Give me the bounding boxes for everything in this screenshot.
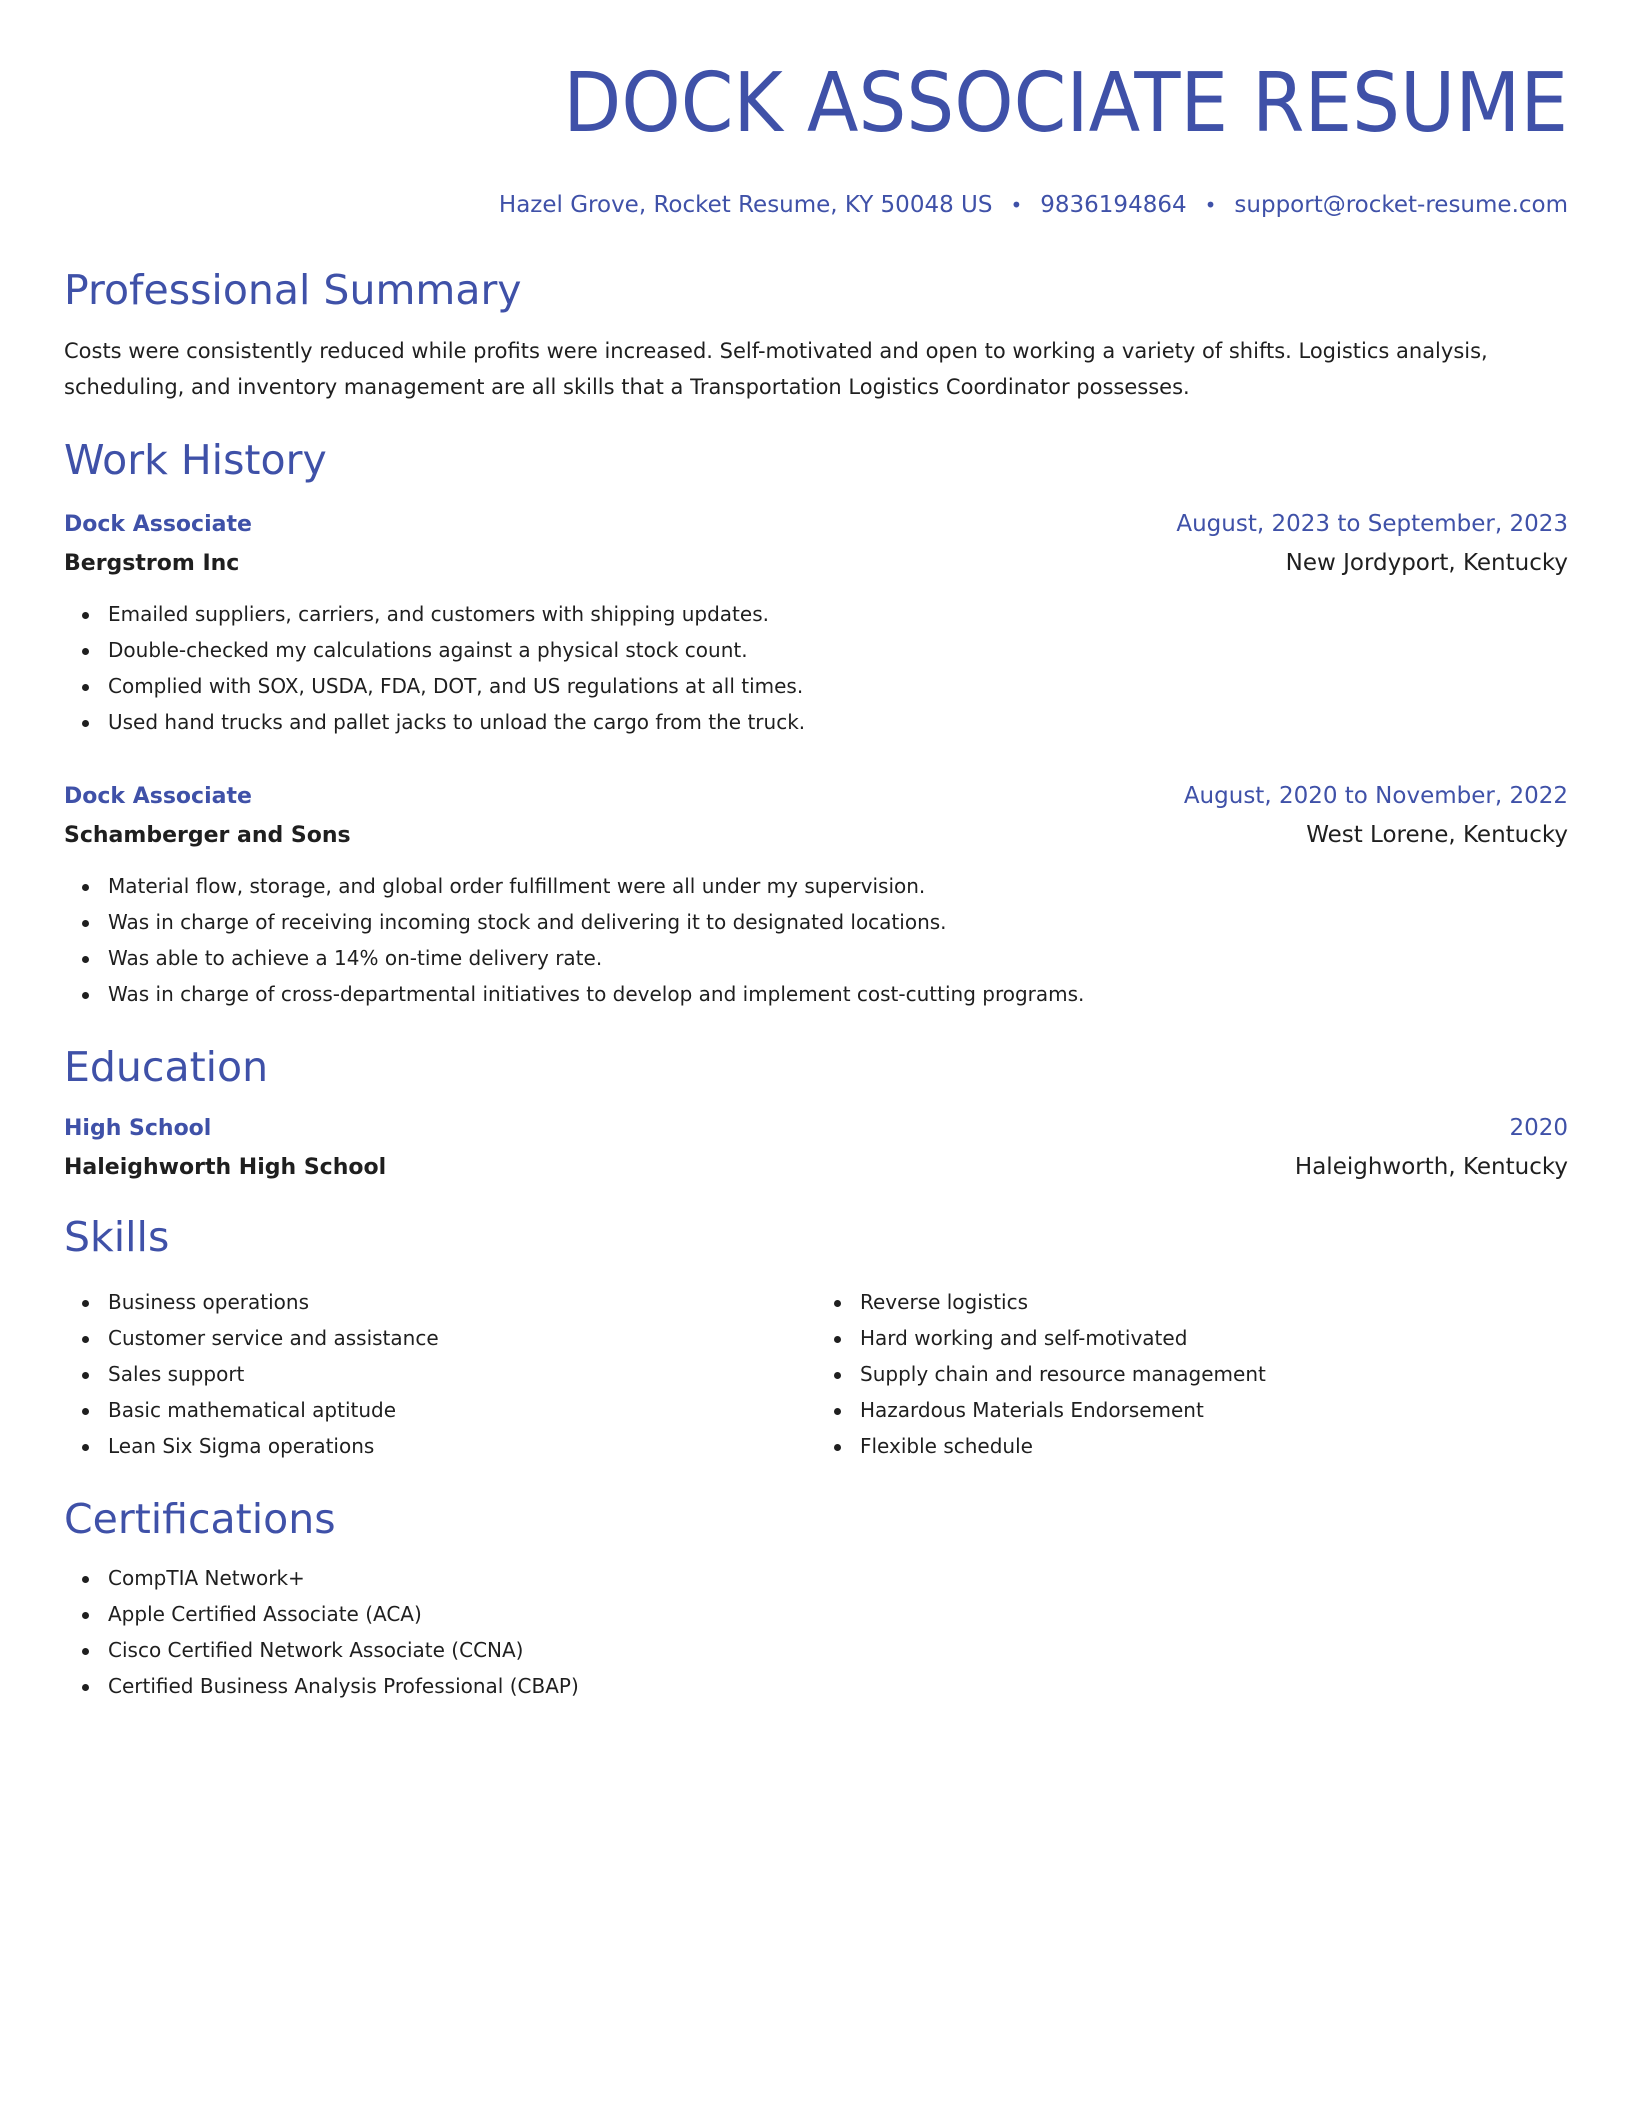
job-company: Schamberger and Sons [64, 823, 351, 848]
contact-phone: 9836194864 [1040, 192, 1187, 218]
list-item: Double-checked my calculations against a physical stock count. [108, 632, 1568, 668]
list-item: Flexible schedule [860, 1428, 1568, 1464]
list-item: Material flow, storage, and global order fulfillment were all under my supervision. [108, 868, 1568, 904]
skills-list-right [816, 1284, 1568, 1464]
job-dates: August, 2020 to November, 2022 [1183, 783, 1568, 809]
education-header-row [64, 1112, 1568, 1145]
job-title: Dock Associate [64, 512, 252, 537]
job-dates: August, 2023 to September, 2023 [1176, 511, 1568, 537]
education-year: 2020 [1509, 1115, 1568, 1141]
section-title-work-history: Work History [64, 436, 327, 484]
skills-list-left [64, 1284, 816, 1464]
education-school: Haleighworth High School [64, 1155, 387, 1180]
list-item: Hazardous Materials Endorsement [860, 1392, 1568, 1428]
section-title-education: Education [64, 1043, 269, 1091]
summary-text: Costs were consistently reduced while profits were increased. Self-motivated and open to working a variety of shifts. Logistics analysis, scheduling, and inventory management are all skills that a Transportation Logistics Coordinator possesses. [64, 339, 1488, 399]
resume-header [64, 56, 1568, 220]
contact-email: support@rocket-resume.com [1234, 192, 1568, 218]
job-entry [64, 508, 1568, 740]
contact-separator: • [1010, 193, 1023, 217]
list-item: Apple Certified Associate (ACA) [108, 1596, 1568, 1632]
list-item: Business operations [108, 1284, 816, 1320]
list-item: Reverse logistics [860, 1284, 1568, 1320]
resume-title: DOCK ASSOCIATE RESUME [563, 56, 1568, 151]
job-company-row [64, 541, 1568, 580]
job-company-row [64, 813, 1568, 852]
job-location: New Jordyport, Kentucky [1285, 550, 1568, 576]
job-company: Bergstrom Inc [64, 551, 240, 576]
job-entry [64, 780, 1568, 1012]
education-school-row [64, 1145, 1568, 1184]
skills-grid [64, 1268, 1568, 1464]
contact-line [64, 190, 1568, 220]
education-degree: High School [64, 1116, 212, 1141]
education-entry [64, 1112, 1568, 1184]
list-item: Used hand trucks and pallet jacks to unload the cargo from the truck. [108, 704, 1568, 740]
list-item: CompTIA Network+ [108, 1560, 1568, 1596]
section-title-certifications: Certifications [64, 1495, 336, 1543]
list-item: Supply chain and resource management [860, 1356, 1568, 1392]
section-title-skills: Skills [64, 1213, 170, 1261]
job-bullets [64, 868, 1568, 1012]
list-item: Lean Six Sigma operations [108, 1428, 816, 1464]
list-item: Was in charge of receiving incoming stock and delivering it to designated locations. [108, 904, 1568, 940]
job-title: Dock Associate [64, 784, 252, 809]
list-item: Basic mathematical aptitude [108, 1392, 816, 1428]
job-header-row [64, 508, 1568, 541]
job-bullets [64, 596, 1568, 740]
certifications-list [64, 1560, 1568, 1704]
list-item: Cisco Certified Network Associate (CCNA) [108, 1632, 1568, 1668]
list-item: Was in charge of cross-departmental initiatives to develop and implement cost-cutting programs. [108, 976, 1568, 1012]
list-item: Sales support [108, 1356, 816, 1392]
list-item: Hard working and self-motivated [860, 1320, 1568, 1356]
education-location: Haleighworth, Kentucky [1294, 1154, 1568, 1180]
job-header-row [64, 780, 1568, 813]
list-item: Complied with SOX, USDA, FDA, DOT, and US regulations at all times. [108, 668, 1568, 704]
list-item: Customer service and assistance [108, 1320, 816, 1356]
list-item: Emailed suppliers, carriers, and customers with shipping updates. [108, 596, 1568, 632]
list-item: Was able to achieve a 14% on-time delivery rate. [108, 940, 1568, 976]
list-item: Certified Business Analysis Professional (CBAP) [108, 1668, 1568, 1704]
job-location: West Lorene, Kentucky [1306, 822, 1568, 848]
contact-separator: • [1204, 193, 1217, 217]
section-title-summary: Professional Summary [64, 266, 522, 314]
contact-address: Hazel Grove, Rocket Resume, KY 50048 US [498, 192, 993, 218]
